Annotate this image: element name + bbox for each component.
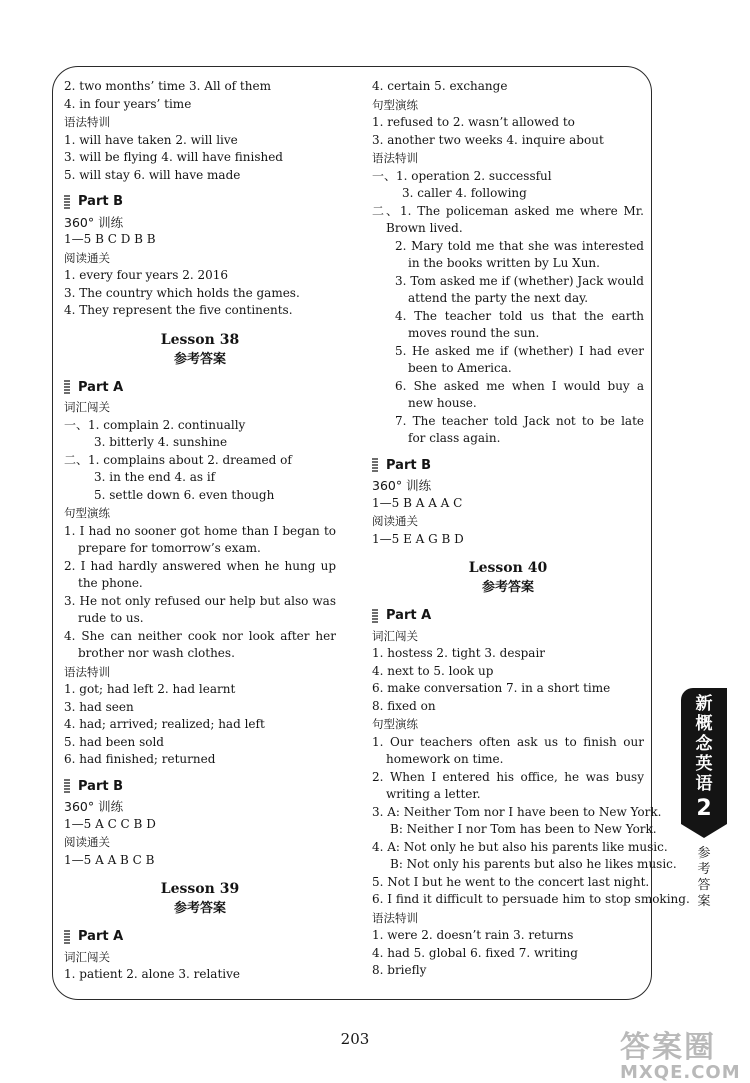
answer-item: 4. The teacher told us that the earth moves round the sun. [395,308,644,340]
answer-key-heading: 参考答案 [173,351,226,367]
answer-line: 4. in four years’ time [64,96,192,111]
answer-line: 4. They represent the five continents. [64,303,293,317]
answer-line: 2. two months’ time 3. All of them [64,79,271,93]
side-label-char: 参 [697,846,711,861]
answer-item: 1. I had no sooner got home than I began to prepare for tomorrow’s exam. [64,523,336,555]
answer-line: 8. briefly [372,963,427,977]
answer-line: 1. will have taken 2. will live [64,132,238,147]
training-label: 360° 训练 [64,799,124,814]
section-label: 语法特训 [64,115,110,129]
answer-line: 6. I find it difficult to persuade him to stop smoking. [372,892,690,906]
answer-line: 1. hostess 2. tight 3. despair [372,646,546,660]
part-heading-text: Part A [78,379,124,395]
answer-item: 1. Our teachers often ask us to finish our homework on time. [372,734,644,766]
part-heading-text: Part B [78,194,124,209]
part-marker-icon [64,195,70,209]
tab-char: 念 [695,734,713,754]
answer-line: 5. had been sold [64,734,164,749]
lesson-title: Lesson 38 [160,331,240,348]
tab-char: 英 [695,754,713,774]
part-heading [64,928,336,946]
answer-item: 4. She can neither cook nor look after her brother nor wash clothes. [64,628,336,660]
answer-line: 3. in the end 4. as if [94,470,216,484]
answer-line: 8. fixed on [372,698,436,713]
answer-line: 4. next to 5. look up [372,663,494,678]
training-label: 360° 训练 [372,478,432,493]
section-label: 词汇闯关 [372,628,418,643]
part-marker-icon [372,609,378,623]
answer-line: B: Neither I nor Tom has been to New York. [390,822,657,836]
section-label: 阅读通关 [64,250,110,265]
answer-item: 2. Mary told me that she was interested in the books written by Lu Xun. [395,238,644,270]
answer-line: 1—5 A A B C B [64,852,155,867]
watermark-url: MXQE.COM [620,1062,741,1083]
part-marker-icon [64,779,70,793]
lesson-title: Lesson 39 [160,881,240,897]
part-heading [372,457,644,475]
left-answer-column [64,78,336,984]
section-label: 语法特训 [372,910,418,925]
page-number: 203 [340,1030,370,1048]
answer-line: 一、1. operation 2. successful [372,168,552,183]
answer-item: 2. I had hardly answered when he hung up the phone. [64,558,336,590]
answer-key-heading: 参考答案 [481,580,534,595]
section-label: 词汇闯关 [64,400,110,414]
answer-line: 3. bitterly 4. sunshine [94,435,228,449]
answer-line: 1. got; had left 2. had learnt [64,682,236,696]
answer-line: 1—5 E A G B D [372,531,464,546]
section-label: 语法特训 [64,664,110,679]
answer-item: 7. The teacher told Jack not to be late for class again. [395,413,644,445]
part-heading-text: Part B [78,778,124,794]
answer-line: 5. Not I but he went to the concert last night. [372,874,650,889]
answer-key-heading: 参考答案 [173,901,226,916]
answer-line: 3. A: Neither Tom nor I have been to New York. [372,804,662,819]
part-marker-icon [372,458,378,472]
answer-line: 5. will stay 6. will have made [64,167,241,182]
part-heading [64,193,336,211]
answer-line: 二、1. complains about 2. dreamed of [64,452,292,467]
part-marker-icon [64,930,70,944]
side-label-char: 考 [697,862,711,877]
answer-line: 3. another two weeks 4. inquire about [372,132,604,147]
answer-item: 3. Tom asked me if (whether) Jack would attend the party the next day. [395,273,644,305]
section-label: 句型演练 [372,97,418,112]
answer-line: 一、1. complain 2. continually [64,417,246,432]
answer-item: 2. When I entered his office, he was busy writing a letter. [372,769,644,801]
answer-line: 3. will be flying 4. will have finished [64,150,283,164]
answer-line: 1. every four years 2. 2016 [64,268,229,282]
answer-line: 6. make conversation 7. in a short time [372,681,611,695]
part-heading [64,379,336,397]
part-heading-text: Part A [78,929,124,944]
part-heading-text: Part A [386,608,432,623]
training-label: 360° 训练 [64,214,124,230]
answer-line: 4. had; arrived; realized; had left [64,717,265,731]
section-label: 语法特训 [372,151,418,165]
section-label: 词汇闯关 [64,949,110,964]
answer-key-side-label [694,846,714,910]
right-answer-column [372,78,690,980]
watermark-text: 答案圈 [620,1030,716,1065]
answer-item: 3. He not only refused our help but also was rude to us. [64,593,336,625]
section-label: 阅读通关 [64,835,110,849]
answer-line: 1. were 2. doesn’t rain 3. returns [372,928,574,942]
tab-arrow-icon [681,824,727,838]
tab-volume-number: 2 [696,796,712,821]
part-marker-icon [64,380,70,394]
section-label: 句型演练 [372,717,418,731]
watermark-logo [620,1022,741,1083]
answer-line: 4. had 5. global 6. fixed 7. writing [372,945,578,960]
section-label: 句型演练 [64,506,110,520]
tab-char: 语 [695,774,713,794]
answer-line: B: Not only his parents but also he likes music. [390,857,677,871]
answer-line: 5. settle down 6. even though [94,487,275,502]
section-label: 阅读通关 [372,514,418,528]
lesson-title: Lesson 40 [468,560,548,576]
answer-line: 4. certain 5. exchange [372,79,508,93]
answer-item: 6. She asked me when I would buy a new house. [395,378,644,410]
part-heading [64,778,336,796]
answer-item: 二、1. The policeman asked me where Mr. Brown lived. [372,203,644,235]
part-heading-text: Part B [386,457,432,473]
answer-line: 1. patient 2. alone 3. relative [64,967,240,981]
answer-item: 5. He asked me if (whether) I had ever been to America. [395,343,644,375]
tab-char: 概 [695,714,713,734]
answer-line: 1—5 B A A A C [372,495,463,510]
answer-line: 6. had finished; returned [64,752,216,766]
answer-line: 1. refused to 2. wasn’t allowed to [372,115,575,129]
answer-line: 1—5 A C C B D [64,816,156,831]
answer-line: 4. A: Not only he but also his parents like music. [372,839,668,854]
book-title-side-tab [681,688,727,824]
part-heading [372,607,644,625]
answer-line: 3. caller 4. following [402,186,527,200]
side-label-char: 答 [697,878,711,893]
answer-line: 1—5 B C D B B [64,232,156,246]
answer-line: 3. had seen [64,699,134,714]
side-label-char: 案 [697,894,711,909]
tab-char: 新 [695,694,713,714]
answer-line: 3. The country which holds the games. [64,285,300,300]
